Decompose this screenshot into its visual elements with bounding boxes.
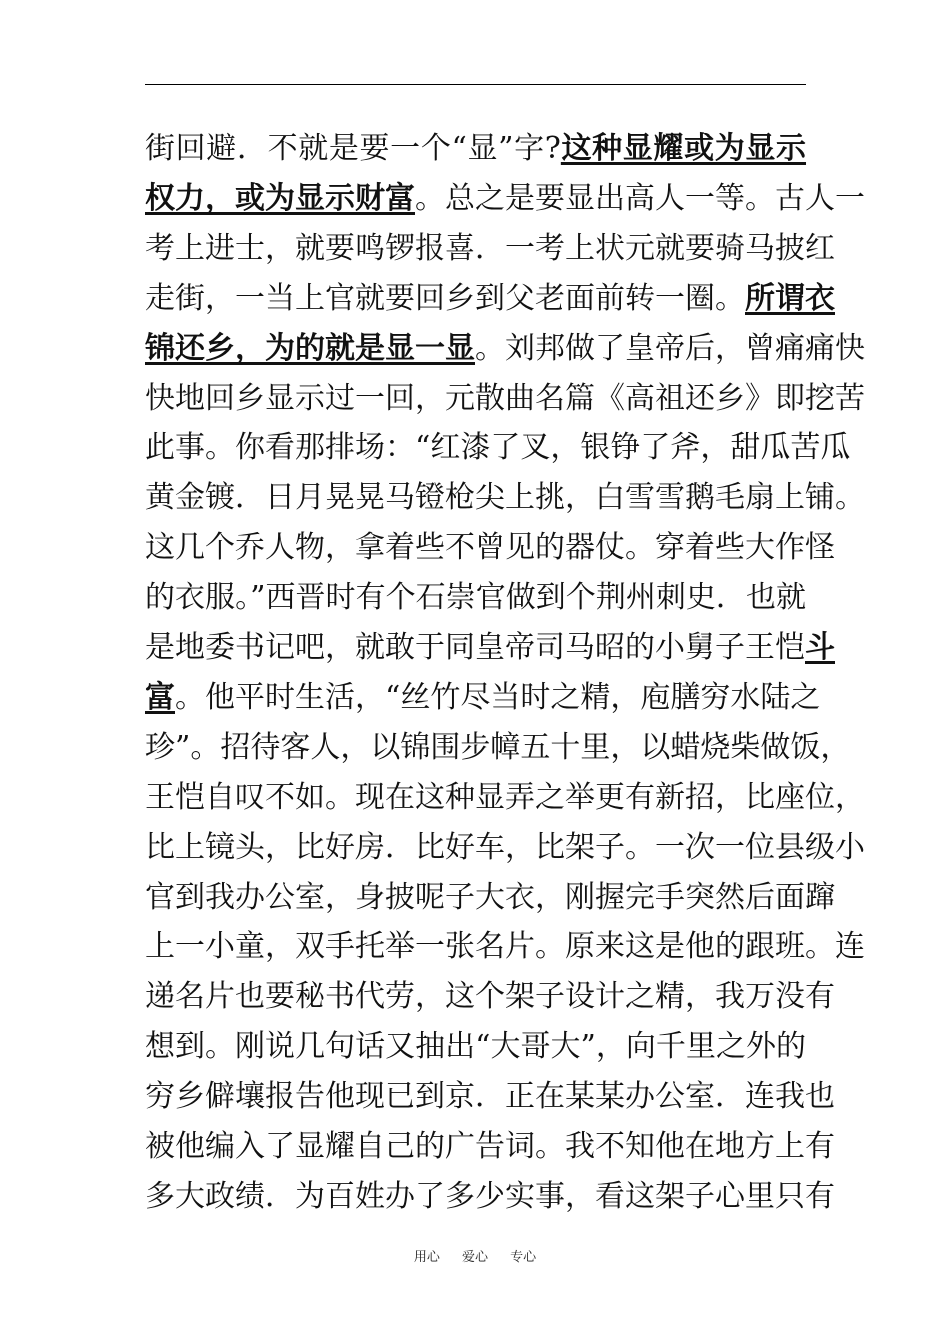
text-segment: 是地委书记吧，就敢于同皇帝司马昭的小舅子王恺 — [145, 630, 805, 665]
text-segment: 快地回乡显示过一回，元散曲名篇《高祖还乡》即挖苦 — [145, 381, 865, 416]
text-line — [145, 179, 865, 219]
text-line — [145, 977, 835, 1017]
text-segment: 。刘邦做了皇帝后，曾痛痛快 — [475, 331, 865, 366]
emphasized-text: 斗 — [805, 630, 835, 665]
text-line — [145, 778, 865, 818]
text-segment: 考上进士，就要鸣锣报喜．一考上状元就要骑马披红 — [145, 231, 835, 266]
text-line — [145, 229, 835, 269]
text-line — [145, 628, 835, 668]
text-line — [145, 828, 865, 868]
text-segment: 走街，一当上官就要回乡到父老面前转一圈。 — [145, 281, 745, 316]
text-segment: 此事。你看那排场：“红漆了叉，银铮了斧，甜瓜苦瓜 — [145, 430, 851, 465]
text-line — [145, 478, 865, 518]
text-segment: 被他编入了显耀自己的广告词。我不知他在地方上有 — [145, 1129, 835, 1164]
text-segment: 王恺自叹不如。现在这种显弄之举更有新招，比座位， — [145, 780, 865, 815]
text-line — [145, 1027, 806, 1067]
text-segment: 珍”。招待客人，以锦围步幛五十里，以蜡烧柴做饭， — [145, 730, 851, 765]
text-line — [145, 728, 851, 768]
text-segment: 的衣服。”西晋时有个石崇官做到个荆州刺史．也就 — [145, 580, 806, 615]
text-line — [145, 329, 865, 369]
text-segment: 。总之是要显出高人一等。古人一 — [415, 181, 865, 216]
emphasized-text: 富 — [145, 680, 175, 715]
text-line — [145, 379, 865, 419]
text-segment: 。他平时生活，“丝竹尽当时之精，庖膳穷水陆之 — [175, 680, 821, 715]
text-line — [145, 279, 835, 319]
page-footer — [0, 1246, 950, 1266]
text-line — [145, 129, 806, 169]
text-line — [145, 1077, 835, 1117]
footer-word-3: 专心 — [510, 1250, 537, 1265]
text-segment: 比上镜头，比好房．比好车，比架子。一次一位县级小 — [145, 830, 865, 865]
text-segment: 这几个乔人物，拿着些不曾见的器仗。穿着些大作怪 — [145, 530, 835, 565]
text-segment: 官到我办公室，身披呢子大衣，刚握完手突然后面蹿 — [145, 880, 835, 915]
footer-word-1: 用心 — [413, 1250, 440, 1265]
text-segment: 递名片也要秘书代劳，这个架子设计之精，我万没有 — [145, 979, 835, 1014]
text-line — [145, 1177, 835, 1217]
footer-word-2: 爱心 — [461, 1250, 488, 1265]
text-line — [145, 678, 821, 718]
emphasized-text: 权力，或为显示财富 — [145, 181, 415, 216]
text-segment: 多大政绩．为百姓办了多少实事，看这架子心里只有 — [145, 1179, 835, 1214]
text-line — [145, 878, 835, 918]
text-line — [145, 428, 851, 468]
text-segment: 想到。刚说几句话又抽出“大哥大”，向千里之外的 — [145, 1029, 806, 1064]
text-segment: 穷乡僻壤报告他现已到京．正在某某办公室．连我也 — [145, 1079, 835, 1114]
emphasized-text: 这种显耀或为显示 — [560, 131, 807, 166]
text-line — [145, 528, 835, 568]
emphasized-text: 所谓衣 — [745, 281, 835, 316]
text-line — [145, 927, 865, 967]
emphasized-text: 锦还乡，为的就是显一显 — [145, 331, 475, 366]
text-line — [145, 578, 806, 618]
header-rule — [145, 84, 806, 85]
text-segment: 街回避．不就是要一个“显”字? — [145, 131, 561, 166]
text-segment: 上一小童，双手托举一张名片。原来这是他的跟班。连 — [145, 929, 865, 964]
text-line — [145, 1127, 835, 1167]
text-segment: 黄金镀．日月晃晃马镫枪尖上挑，白雪雪鹅毛扇上铺。 — [145, 480, 865, 515]
